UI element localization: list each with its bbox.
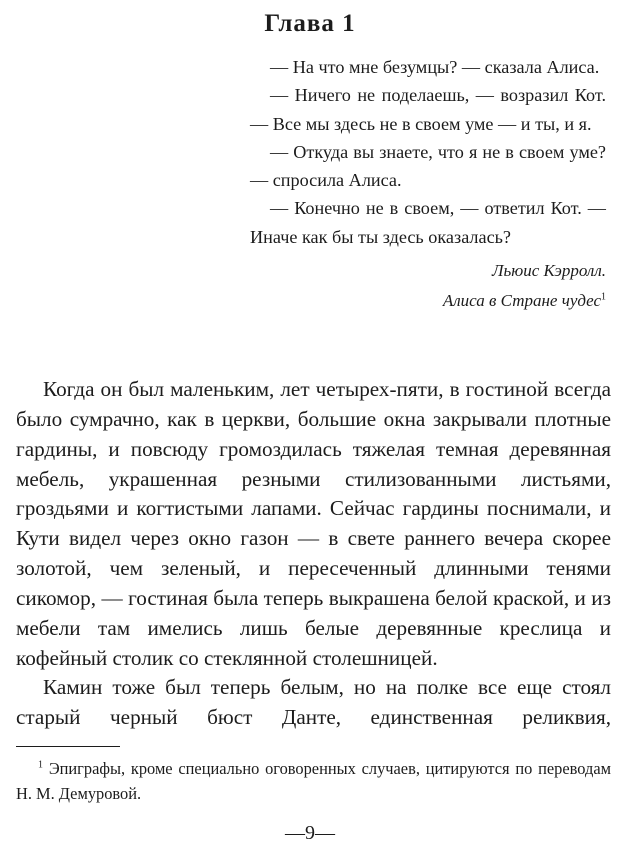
footnote bbox=[16, 757, 611, 806]
footnote-divider bbox=[16, 746, 120, 747]
footnote-text: Эпиграфы, кроме специально оговоренных случаев, цитируются по переводам Н. М. Демуровой. bbox=[16, 759, 611, 803]
body-paragraph: Когда он был маленьким, лет четырех-пяти, в гостиной всегда было сумрачно, как в церкви, большие окна закрывали плотные гардины, и повсюду громоздилась тяжелая темная деревянная мебель, украшенная резными стилизованными листьями, гроздьями и когтистыми лапами. Сейчас гардины поснимали, и Кути видел через окно газон — в свете раннего вечера скорее золотой, чем зеленый, и пересеченный длинными тенями сикомор, — гостиная была теперь выкрашена белой краской, и из мебели там имелись лишь белые деревянные креслица и кофейный столик со стеклянной столешницей. bbox=[16, 377, 611, 670]
body-text bbox=[16, 375, 611, 733]
footnote-reference: 1 bbox=[601, 291, 606, 303]
epigraph-work: Алиса в Стране чудес bbox=[442, 291, 601, 311]
epigraph-attribution bbox=[250, 256, 606, 316]
epigraph-paragraph: — Конечно не в своем, — ответил Кот. — Иначе как бы ты здесь оказалась? bbox=[250, 198, 606, 247]
page-number: —9— bbox=[285, 822, 335, 844]
footnote-marker: 1 bbox=[38, 759, 43, 771]
epigraph-paragraph: — Откуда вы знаете, что я не в своем уме? — спросила Алиса. bbox=[250, 141, 606, 191]
epigraph-author: Льюис Кэрролл. bbox=[491, 261, 606, 281]
epigraph-paragraph: — Ничего не поделаешь, — возразил Кот. — Все мы здесь не в своем уме — и ты, и я. bbox=[250, 85, 606, 134]
epigraph-source bbox=[250, 286, 606, 316]
epigraph bbox=[250, 53, 606, 316]
body-paragraph: Камин тоже был теперь белым, но на полке все еще стоял старый черный бюст Данте, единственная реликвия, bbox=[16, 675, 611, 730]
chapter-title: Глава 1 bbox=[264, 10, 356, 37]
epigraph-paragraph: — На что мне безумцы? — сказала Алиса. bbox=[270, 57, 600, 77]
